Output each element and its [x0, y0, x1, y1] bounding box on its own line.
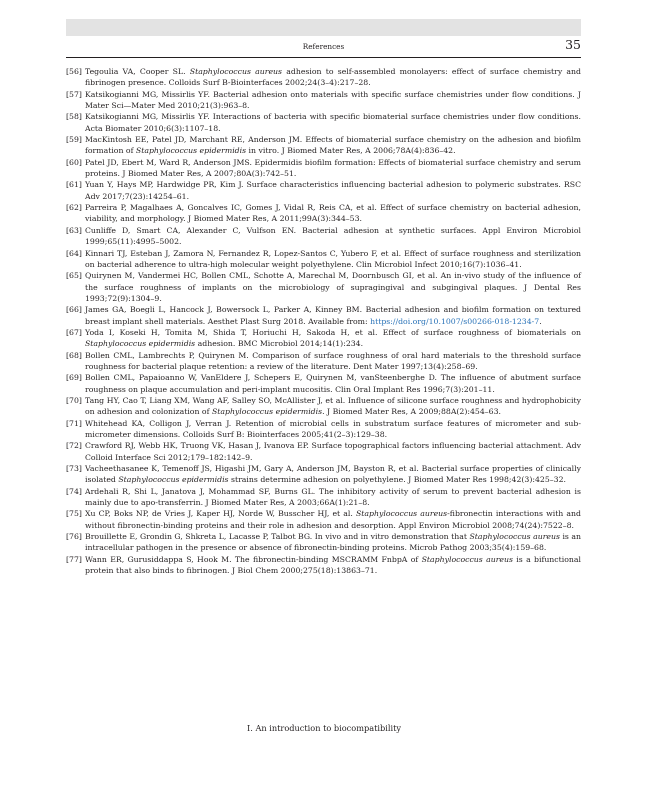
- reference-number: [68]: [66, 350, 82, 360]
- reference-item: [66, 66, 581, 89]
- reference-text: [85, 135, 581, 155]
- species-name: Staphylococcus epidermidis: [85, 339, 196, 349]
- reference-segment: Xu CP, Boks NP, de Vries J, Kaper HJ, Norde W, Busscher HJ, et al.: [85, 509, 356, 519]
- page-number: 35: [565, 37, 581, 52]
- species-name: Staphylococcus aureus: [469, 532, 560, 542]
- reference-segment: Katsikogianni MG, Missirlis YF. Interactions of bacteria with specific biomaterial surface chemistries under flow conditions. Acta Biomater 2010;6(3):1107–18.: [85, 112, 581, 133]
- reference-item: [66, 395, 581, 418]
- page-header: [66, 37, 581, 57]
- reference-segment: Tegoulia VA, Cooper SL.: [85, 67, 190, 76]
- reference-segment: Crawford RJ, Webb HK, Truong VK, Hasan J, Ivanova EP. Surface topographical factors influencing bacterial attachment. Adv Colloid Interface Sci 2012;179–182:142–9.: [85, 441, 581, 462]
- reference-segment: Katsikogianni MG, Missirlis YF. Bacterial adhesion onto materials with specific surface chemistries under flow conditions. J Mater Sci—Mater Med 2010;21(3):963–8.: [85, 89, 581, 111]
- reference-segment: Yuan Y, Hays MP, Hardwidge PR, Kim J. Surface characteristics influencing bacterial adhesion to polymeric substrates. RSC Adv 2017;7(23):14254–61.: [85, 180, 581, 201]
- reference-segment: Bollen CML, Lambrechts P, Quirynen M. Comparison of surface roughness of oral hard materials to the threshold surface roughness for bacterial plaque retention: a review of the literature. Dent Mater 1997;13(4):258–69.: [85, 350, 581, 371]
- reference-number: [77]: [66, 554, 82, 564]
- reference-segment: MacKintosh EE, Patel JD, Marchant RE, Anderson JM. Effects of biomaterial surface chemistry on the adhesion and biofilm formation of: [85, 135, 581, 156]
- reference-item: [66, 179, 581, 202]
- reference-segment: Patel JD, Ebert M, Ward R, Anderson JMS. Epidermidis biofilm formation: Effects of biomaterial surface chemistry and serum proteins. J Biomed Mater Res, A 2007;80A(3):742–51.: [85, 157, 581, 179]
- reference-number: [58]: [66, 112, 82, 122]
- reference-segment: Kinnari TJ, Esteban J, Zamora N, Fernandez R, Lopez-Santos C, Yubero F, et al. Effect of surface roughness and sterilization on bacterial adherence to ultra-high molecular weight polyethylene. Clin Microbiol Infect 2010;16(7):1036–41.: [85, 248, 581, 269]
- reference-item: [66, 89, 581, 112]
- reference-text: [85, 112, 581, 132]
- reference-text: [85, 328, 581, 348]
- reference-text: [85, 67, 581, 87]
- reference-item: [66, 134, 581, 157]
- reference-text: [85, 158, 581, 178]
- reference-item: [66, 350, 581, 373]
- reference-number: [64]: [66, 248, 82, 258]
- species-name: Staphylococcus aureus: [421, 554, 513, 564]
- reference-number: [73]: [66, 464, 82, 474]
- reference-text: [85, 509, 581, 529]
- reference-item: [66, 531, 581, 554]
- reference-item: [66, 463, 581, 486]
- reference-segment: .: [539, 316, 542, 326]
- reference-segment: Parreira P, Magalhaes A, Goncalves IC, Gomes J, Vidal R, Reis CA, et al. Effect of surface chemistry on bacterial adhesion, viability, and morphology. J Biomed Mater Res, A 2011;99A(3):344–53.: [85, 203, 581, 224]
- reference-segment: Wann ER, Gurusiddappa S, Hook M. The fibronectin-binding MSCRAMM FnbpA of: [85, 554, 422, 564]
- reference-segment: is an intracellular pathogen in the presence or absence of fibronectin-binding proteins. Microb Pathog 2003;35(4):159–68.: [85, 532, 581, 553]
- species-name: Staphylococcus aureus: [355, 509, 448, 519]
- header-rule: [66, 57, 581, 58]
- reference-number: [69]: [66, 373, 82, 383]
- reference-number: [65]: [66, 271, 82, 281]
- reference-number: [60]: [66, 157, 82, 167]
- reference-text: [85, 305, 581, 325]
- reference-number: [63]: [66, 225, 82, 235]
- doi-link[interactable]: https://doi.org/10.1007/s00266-018-1234-7: [370, 316, 540, 326]
- reference-segment: -fibronectin interactions with and without fibronectin-binding proteins and their role in adhesion and desorption. Appl Environ Microbiol 2008;74(24):7522–8.: [85, 509, 581, 530]
- reference-item: [66, 304, 581, 327]
- reference-item: [66, 486, 581, 509]
- species-name: Staphylococcus aureus: [189, 67, 283, 76]
- reference-number: [76]: [66, 532, 82, 542]
- reference-segment: Whitehead KA, Colligon J, Verran J. Retention of microbial cells in substratum surface features of micrometer and sub-micrometer dimensions. Colloids Surf B: Biointerfaces 2005;41(2–3):129–38.: [85, 418, 581, 439]
- reference-segment: Brouillette E, Grondin G, Shkreta L, Lacasse P, Talbot BG. In vivo and in vitro demonstration that: [85, 532, 470, 542]
- reference-text: [85, 487, 581, 507]
- reference-item: [66, 202, 581, 225]
- reference-text: [85, 555, 581, 575]
- reference-text: [85, 203, 581, 223]
- reference-number: [59]: [66, 135, 82, 145]
- reference-item: [66, 270, 581, 304]
- reference-item: [66, 554, 581, 577]
- reference-number: [75]: [66, 509, 82, 519]
- reference-item: [66, 157, 581, 180]
- reference-segment: Tang HY, Cao T, Liang XM, Wang AF, Salley SO, McAllister J, et al. Influence of silicone surface roughness and hydrophobicity on adhesion and colonization of: [85, 395, 581, 417]
- reference-item: [66, 225, 581, 248]
- reference-number: [56]: [66, 67, 82, 76]
- reference-segment: Vacheethasanee K, Temenoff JS, Higashi JM, Gary A, Anderson JM, Bayston R, et al. Bacterial surface properties of clinically isolated: [85, 464, 581, 485]
- reference-text: [85, 441, 581, 461]
- reference-segment: . J Biomed Mater Res, A 2009;88A(2):454–63.: [322, 407, 501, 417]
- reference-segment: Yoda I, Koseki H, Tomita M, Shida T, Horiuchi H, Sakoda H, et al. Effect of surface roughness of biomaterials on: [85, 327, 581, 337]
- reference-segment: is a bifunctional protein that also binds to fibrinogen. J Biol Chem 2000;275(18):13863–71.: [85, 554, 581, 576]
- reference-item: [66, 372, 581, 395]
- reference-segment: Quirynen M, Vandermei HC, Bollen CML, Schotte A, Marechal M, Doornbusch GI, et al. An in-vivo study of the influence of the surface roughness of implants on the microbiology of supragingival and subgingival plaques. J Dental Res 1993;72(9):1304–9.: [85, 271, 581, 303]
- reference-number: [57]: [66, 89, 82, 99]
- reference-text: [85, 464, 581, 484]
- running-head: References: [302, 42, 345, 51]
- reference-number: [62]: [66, 203, 82, 213]
- reference-number: [61]: [66, 180, 82, 190]
- reference-item: [66, 508, 581, 531]
- reference-text: [85, 419, 581, 439]
- reference-text: [85, 249, 581, 269]
- species-name: Staphylococcus epidermidis: [211, 407, 323, 417]
- reference-number: [67]: [66, 327, 82, 337]
- reference-text: [85, 532, 581, 552]
- reference-segment: James GA, Boegli L, Hancock J, Bowersock L, Parker A, Kinney BM. Bacterial adhesion and biofilm formation on textured breast implant shell materials. Aesthet Plast Surg 2018. Available from:: [85, 305, 581, 326]
- reference-list: [66, 66, 581, 576]
- reference-number: [72]: [66, 441, 82, 451]
- reference-number: [70]: [66, 395, 82, 405]
- reference-text: [85, 180, 581, 200]
- reference-item: [66, 327, 581, 350]
- reference-number: [74]: [66, 486, 82, 496]
- reference-text: [85, 90, 581, 110]
- reference-text: [85, 271, 581, 303]
- reference-segment: strains determine adhesion on polyethylene. J Biomed Mater Res 1998;42(3):425–32.: [228, 475, 566, 485]
- page-footer: I. An introduction to biocompatibility: [247, 723, 401, 733]
- reference-number: [66]: [66, 305, 82, 315]
- reference-text: [85, 373, 581, 393]
- reference-text: [85, 351, 581, 371]
- reference-segment: Ardehali R, Shi L, Janatova J, Mohammad SF, Burns GL. The inhibitory activity of serum to prevent bacterial adhesion is mainly due to apo-transferrin. J Biomed Mater Res, A 2003;66A(1):21–8.: [85, 486, 581, 508]
- reference-item: [66, 418, 581, 441]
- reference-text: [85, 226, 581, 246]
- reference-text: [85, 396, 581, 416]
- reference-segment: adhesion to self-assembled monolayers: effect of surface chemistry and fibrinogen presence. Colloids Surf B-Biointerfaces 2002;24(3–4):217–28.: [85, 67, 581, 88]
- reference-item: [66, 440, 581, 463]
- reference-item: [66, 248, 581, 271]
- reference-segment: adhesion. BMC Microbiol 2014;14(1):234.: [195, 339, 364, 349]
- reference-item: [66, 111, 581, 134]
- reference-number: [71]: [66, 418, 82, 428]
- reference-segment: Cunliffe D, Smart CA, Alexander C, Vulfson EN. Bacterial adhesion at synthetic surfaces. Appl Environ Microbiol 1999;65(11):4995–5002.: [85, 225, 581, 247]
- reference-segment: Bollen CML, Papaioanno W, VanEldere J, Schepers E, Quirynen M, vanSteenberghe D. The influence of abutment surface roughness on plaque accumulation and peri-implant mucositis. Clin Oral Implant Res 1996;7(3):201–11.: [85, 373, 581, 394]
- species-name: Staphylococcus epidermidis: [135, 146, 247, 156]
- species-name: Staphylococcus epidermidis: [118, 475, 229, 485]
- reference-segment: in vitro. J Biomed Mater Res, A 2006;78A(4):836–42.: [246, 146, 456, 156]
- header-band: [66, 19, 581, 36]
